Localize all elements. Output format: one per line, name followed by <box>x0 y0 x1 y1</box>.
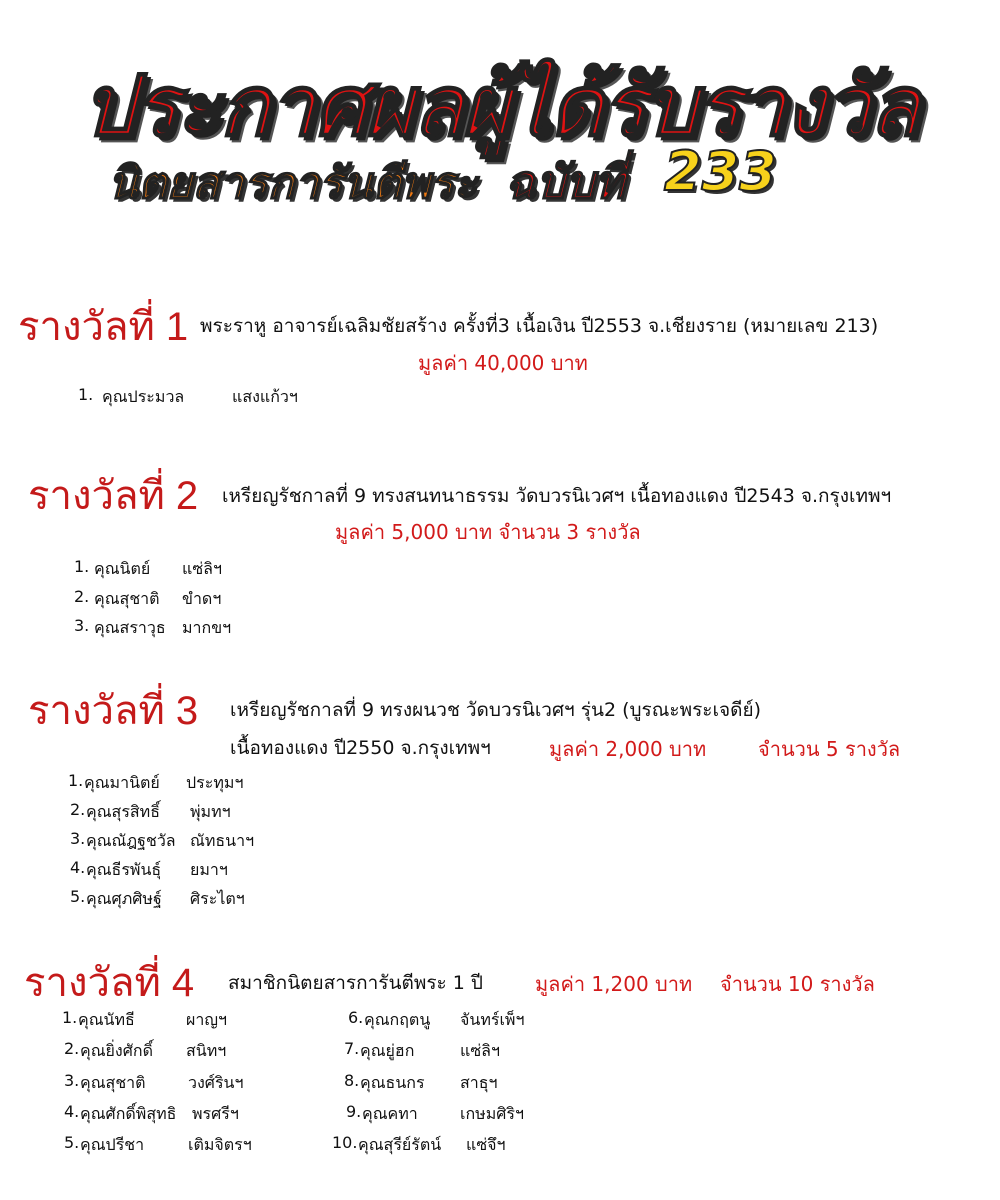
prize-1-title: รางวัลที่ 1 <box>18 305 189 349</box>
winner-number: 2. <box>70 800 86 819</box>
winner-first-name: คุณประมวล <box>102 387 185 406</box>
winner-last-name: ผาญฯ <box>186 1010 227 1029</box>
prize-2-description: เหรียญรัชกาลที่ 9 ทรงสนทนาธรรม วัดบวรนิเวศฯ เนื้อทองแดง ปี2543 จ.กรุงเทพฯ <box>222 485 892 507</box>
winner-last-name: เกษมศิริฯ <box>460 1104 524 1123</box>
winner-first-name: คุณยิ่งศักดิ์ <box>80 1041 153 1060</box>
winner-last-name: แสงแก้วฯ <box>232 387 298 406</box>
winner-number: 2. <box>74 587 90 606</box>
winner-last-name: ขำดฯ <box>182 589 222 608</box>
winner-number: 10. <box>332 1133 358 1152</box>
winner-number: 5. <box>64 1133 80 1152</box>
winner-last-name: แซ่ลิฯ <box>182 559 222 578</box>
winner-first-name: คุณมานิตย์ <box>84 773 160 792</box>
winner-first-name: คุณธีรพันธุ์ <box>86 860 162 879</box>
issue-label: ฉบับที่ <box>505 155 626 209</box>
prize-2-value: มูลค่า 5,000 บาท จำนวน 3 รางวัล <box>335 520 641 544</box>
winner-first-name: คุณศักดิ์พิสุทธิ <box>80 1104 177 1123</box>
prize-3-description-line-2: เนื้อทองแดง ปี2550 จ.กรุงเทพฯ <box>230 737 491 759</box>
winner-last-name: พรศรีฯ <box>192 1104 239 1123</box>
winner-number: 9. <box>346 1102 362 1121</box>
winner-first-name: คุณณัฎฐชวัล <box>86 831 176 850</box>
winner-first-name: คุณสราวุธ <box>94 618 166 637</box>
winner-number: 1. <box>62 1008 78 1027</box>
winner-number: 3. <box>74 616 90 635</box>
magazine-name: นิตยสารการันตีพระ <box>108 158 478 209</box>
prize-4-count: จำนวน 10 รางวัล <box>720 972 875 996</box>
winner-last-name: ยมาฯ <box>190 860 228 879</box>
winner-first-name: คุณสุชาติ <box>80 1073 146 1092</box>
winner-first-name: คุณคทา <box>362 1104 418 1123</box>
prize-3-description: เหรียญรัชกาลที่ 9 ทรงผนวช วัดบวรนิเวศฯ รุ่น2 (บูรณะพระเจดีย์) <box>230 699 762 721</box>
winner-number: 2. <box>64 1039 80 1058</box>
winner-number: 4. <box>64 1102 80 1121</box>
prize-4-title: รางวัลที่ 4 <box>24 961 195 1005</box>
winner-number: 3. <box>64 1071 80 1090</box>
winner-number: 1. <box>68 771 84 790</box>
winner-first-name: คุณกฤตนู <box>364 1010 431 1029</box>
winner-number: 4. <box>70 858 86 877</box>
winner-first-name: คุณธนกร <box>360 1073 425 1092</box>
winner-number: 6. <box>348 1008 364 1027</box>
winner-number: 7. <box>344 1039 360 1058</box>
winner-last-name: สนิทฯ <box>186 1041 227 1060</box>
prize-1-description: พระราหู อาจารย์เฉลิมชัยสร้าง ครั้งที่3 เนื้อเงิน ปี2553 จ.เชียงราย (หมายเลข 213) <box>200 315 879 337</box>
winner-last-name: ณัทธนาฯ <box>190 831 255 850</box>
winner-last-name: แซ่ลิฯ <box>460 1041 500 1060</box>
winner-last-name: เติมจิตรฯ <box>188 1135 252 1154</box>
prize-3-title: รางวัลที่ 3 <box>28 689 199 733</box>
prize-1-value: มูลค่า 40,000 บาท <box>418 351 588 375</box>
winner-first-name: คุณสุชาติ <box>94 589 160 608</box>
winner-last-name: สาธุฯ <box>460 1073 498 1092</box>
winner-first-name: คุณสุรสิทธิ์ <box>86 802 160 821</box>
winner-number: 1. <box>78 385 94 404</box>
issue-number: 233 <box>664 140 777 203</box>
winner-first-name: คุณนิตย์ <box>94 559 151 578</box>
winner-last-name: แซ่จึฯ <box>466 1135 506 1154</box>
prize-4-value: มูลค่า 1,200 บาท <box>535 972 693 996</box>
winner-first-name: คุณยู่ฮก <box>360 1041 415 1060</box>
prize-4-description: สมาชิกนิตยสารการันตีพระ 1 ปี <box>228 972 483 994</box>
winner-last-name: ศิระไตฯ <box>190 889 245 908</box>
announcement-title: ประกาศผลผู้ได้รับรางวัล <box>82 57 918 155</box>
winner-last-name: วงศ์รินฯ <box>188 1073 244 1092</box>
winner-last-name: ประทุมฯ <box>186 773 244 792</box>
winner-last-name: มากขฯ <box>182 618 232 637</box>
winner-first-name: คุณสุรีย์รัตน์ <box>358 1135 442 1154</box>
winner-number: 5. <box>70 887 86 906</box>
winner-number: 3. <box>70 829 86 848</box>
winner-number: 8. <box>344 1071 360 1090</box>
winner-number: 1. <box>74 557 90 576</box>
winner-last-name: จันทร์เพ็ฯ <box>460 1010 525 1029</box>
prize-3-count: จำนวน 5 รางวัล <box>758 737 901 761</box>
winner-first-name: คุณปรีชา <box>80 1135 145 1154</box>
winner-first-name: คุณศุภศิษฐ์ <box>86 889 162 908</box>
winner-last-name: พุ่มทฯ <box>190 802 231 821</box>
winner-first-name: คุณนัทธี <box>78 1010 135 1029</box>
prize-3-value: มูลค่า 2,000 บาท <box>549 737 707 761</box>
prize-2-title: รางวัลที่ 2 <box>28 474 199 518</box>
